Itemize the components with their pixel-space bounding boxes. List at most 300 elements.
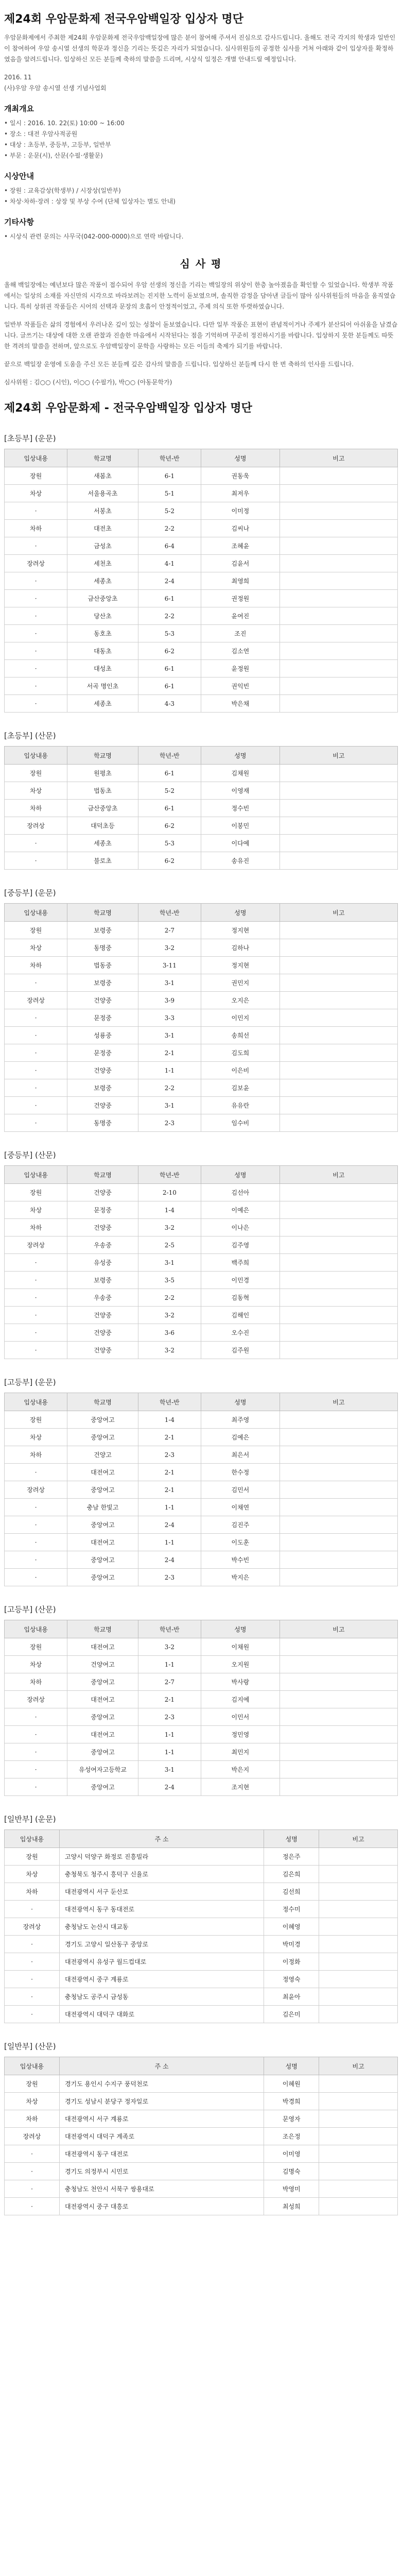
table-cell: 차상: [5, 1201, 67, 1219]
table-cell: [279, 537, 397, 555]
table-row: [5, 1464, 398, 1481]
table-cell: [279, 1236, 397, 1254]
table-cell: 대전초: [67, 520, 138, 537]
table-cell: 3-1: [138, 1097, 201, 1114]
results-table: [4, 1165, 398, 1359]
table-cell: [279, 1079, 397, 1097]
table-cell: 정지현: [201, 957, 279, 974]
table-cell: 대전광역시 서구 계룡로: [59, 2110, 264, 2128]
table-cell: 6-1: [138, 677, 201, 695]
table-cell: [279, 1726, 397, 1743]
table-cell: 장원: [5, 1848, 60, 1866]
table-cell: ·: [5, 1901, 60, 1918]
table-cell: [279, 782, 397, 800]
table-cell: 박수빈: [201, 1551, 279, 1569]
table-cell: 2-4: [138, 1516, 201, 1534]
info-section-heading: 개최개요: [4, 104, 34, 113]
table-cell: 대전광역시 대덕구 계족로: [59, 2128, 264, 2145]
table-cell: 박지은: [201, 1569, 279, 1586]
results-heading: 제24회 우암문화제 - 전국우암백일장 입상자 명단: [4, 402, 252, 415]
table-cell: 김해인: [201, 1307, 279, 1324]
table-row: [5, 957, 398, 974]
table-cell: 박미경: [264, 1936, 319, 1953]
column-header: 성명: [201, 1620, 279, 1638]
info-section-line: • 시상식 관련 문의는 사무국(042-000-0000)으로 연락 바랍니다.: [4, 233, 184, 240]
table-cell: [279, 1097, 397, 1114]
table-cell: 충청남도 논산시 대교동: [59, 1918, 264, 1936]
table-cell: ·: [5, 835, 67, 852]
table-cell: 이나은: [201, 1219, 279, 1236]
column-header: 성명: [201, 1393, 279, 1411]
table-cell: [279, 1429, 397, 1446]
table-cell: 건양여고: [67, 1656, 138, 1673]
table-cell: 중앙여고: [67, 1743, 138, 1761]
table-cell: 차하: [5, 2110, 60, 2128]
table-cell: 중앙여고: [67, 1429, 138, 1446]
table-row: [5, 1866, 398, 1883]
table-cell: 김은미: [264, 2006, 319, 2023]
table-header-row: [5, 1166, 398, 1184]
table-cell: 3-2: [138, 1307, 201, 1324]
column-header: 성명: [201, 904, 279, 922]
table-cell: ·: [5, 1079, 67, 1097]
table-cell: 차하: [5, 1883, 60, 1901]
column-header: 학년-반: [138, 747, 201, 765]
table-cell: [279, 1044, 397, 1062]
table-cell: 차상: [5, 485, 67, 502]
table-cell: 이도훈: [201, 1534, 279, 1551]
table-row: [5, 1936, 398, 1953]
table-cell: 김씨나: [201, 520, 279, 537]
table-cell: 장려상: [5, 555, 67, 572]
table-cell: [319, 2110, 398, 2128]
table-cell: 중앙여고: [67, 1411, 138, 1429]
table-cell: 김보윤: [201, 1079, 279, 1097]
table-cell: 2-7: [138, 1673, 201, 1691]
table-cell: ·: [5, 502, 67, 520]
table-cell: ·: [5, 1953, 60, 1971]
table-cell: 조진: [201, 625, 279, 642]
table-cell: 대전여고: [67, 1726, 138, 1743]
table-header-row: [5, 904, 398, 922]
table-row: [5, 1114, 398, 1132]
table-cell: 2-4: [138, 1778, 201, 1796]
table-cell: 대전광역시 대덕구 대화로: [59, 2006, 264, 2023]
table-cell: 장려상: [5, 1691, 67, 1708]
table-cell: 3-2: [138, 1638, 201, 1656]
table-cell: ·: [5, 852, 67, 870]
column-header: 성명: [264, 2057, 319, 2075]
table-cell: ·: [5, 1307, 67, 1324]
table-cell: 3-1: [138, 974, 201, 992]
table-cell: 충남 한빛고: [67, 1499, 138, 1516]
table-cell: 2-1: [138, 1464, 201, 1481]
table-row: [5, 2075, 398, 2093]
table-row: [5, 1411, 398, 1429]
column-header: 입상내용: [5, 1166, 67, 1184]
table-cell: ·: [5, 607, 67, 625]
review-paragraph: 끝으로 백일장 운영에 도움을 주신 모든 분들께 깊은 감사의 말씀을 드립니다. 입상하신 분들께 다시 한 번 축하의 인사를 드립니다.: [4, 361, 354, 368]
table-cell: 2-1: [138, 1691, 201, 1708]
table-cell: [279, 590, 397, 607]
category-label: [일반부] (산문): [4, 2042, 56, 2051]
table-cell: 3-6: [138, 1324, 201, 1342]
table-cell: ·: [5, 1289, 67, 1307]
table-cell: [279, 1656, 397, 1673]
table-cell: 대전여고: [67, 1691, 138, 1708]
table-row: [5, 1429, 398, 1446]
info-section-line: • 장소 : 대전 우암사적공원: [4, 130, 78, 138]
table-cell: 이다예: [201, 835, 279, 852]
table-cell: 경기도 고양시 일산동구 중앙로: [59, 1936, 264, 1953]
table-cell: [279, 1673, 397, 1691]
table-cell: 김소연: [201, 642, 279, 660]
table-cell: 보령중: [67, 1272, 138, 1289]
table-cell: ·: [5, 2163, 60, 2180]
table-cell: 김명숙: [264, 2163, 319, 2180]
table-cell: [279, 485, 397, 502]
table-cell: ·: [5, 1516, 67, 1534]
table-cell: 세종초: [67, 695, 138, 713]
table-cell: 건양중: [67, 1184, 138, 1201]
table-row: [5, 1988, 398, 2006]
table-cell: [319, 2180, 398, 2198]
table-cell: 건양중: [67, 992, 138, 1009]
table-cell: 동명중: [67, 1114, 138, 1132]
review-heading: 심 사 평: [180, 258, 222, 270]
table-cell: [279, 1009, 397, 1027]
table-cell: 김선희: [264, 1883, 319, 1901]
table-row: [5, 1743, 398, 1761]
table-cell: 경기도 의정부시 시민로: [59, 2163, 264, 2180]
table-cell: 새봄초: [67, 467, 138, 485]
table-cell: 세천초: [67, 555, 138, 572]
table-cell: 중앙여고: [67, 1708, 138, 1726]
table-cell: [279, 939, 397, 957]
table-cell: 1-4: [138, 1411, 201, 1429]
table-row: [5, 1691, 398, 1708]
column-header: 비고: [319, 1830, 398, 1848]
table-cell: 2-1: [138, 1429, 201, 1446]
table-cell: 이민경: [201, 1272, 279, 1289]
table-cell: [279, 502, 397, 520]
column-header: 비고: [279, 747, 397, 765]
table-row: [5, 695, 398, 713]
table-cell: 건양중: [67, 1062, 138, 1079]
table-row: [5, 1254, 398, 1272]
column-header: 입상내용: [5, 904, 67, 922]
table-row: [5, 642, 398, 660]
table-row: [5, 852, 398, 870]
table-row: [5, 1953, 398, 1971]
table-row: [5, 1726, 398, 1743]
table-row: [5, 607, 398, 625]
info-section-line: • 장원 : 교육감상(학생부) / 시장상(일반부): [4, 187, 121, 194]
table-row: [5, 1272, 398, 1289]
review-paragraph: 일반부 작품들은 삶의 경험에서 우러나온 깊이 있는 성찰이 돋보였습니다. 다만 일부 작품은 표현이 관념적이거나 주제가 분산되어 아쉬움을 남겼습니다. 글쓰기는 대상에 대한 오랜 관찰과 진솔한 마음에서 시작된다는 점을 기억하며 꾸준히 정진하시기를 바랍니다. 입상하지 못한 분들께도 따뜻한 격려의 말씀을 전하며, 앞으로도 우암백일장이 문학을 사랑하는 모든 이들의 축제가 되기를 바랍니다.: [4, 321, 398, 350]
table-cell: 1-1: [138, 1726, 201, 1743]
category-label: [고등부] (운문): [4, 1378, 56, 1387]
table-cell: 3-3: [138, 1009, 201, 1027]
table-cell: 김주영: [201, 1236, 279, 1254]
table-row: [5, 625, 398, 642]
table-cell: 2-1: [138, 1044, 201, 1062]
table-cell: [319, 1936, 398, 1953]
table-cell: [279, 1219, 397, 1236]
table-cell: 대동초: [67, 642, 138, 660]
table-cell: 차하: [5, 1219, 67, 1236]
table-cell: 경기도 용인시 수지구 풍덕천로: [59, 2075, 264, 2093]
table-row: [5, 1499, 398, 1516]
table-header-row: [5, 1620, 398, 1638]
column-header: 성명: [201, 747, 279, 765]
table-row: [5, 2110, 398, 2128]
table-cell: 차상: [5, 782, 67, 800]
table-cell: 보령중: [67, 974, 138, 992]
table-cell: 법동초: [67, 782, 138, 800]
table-cell: [279, 1324, 397, 1342]
table-cell: 장원: [5, 2075, 60, 2093]
table-cell: ·: [5, 642, 67, 660]
table-cell: [279, 642, 397, 660]
table-cell: ·: [5, 1534, 67, 1551]
table-cell: [319, 2163, 398, 2180]
table-cell: [319, 2128, 398, 2145]
table-cell: [319, 2093, 398, 2110]
table-cell: 이민지: [201, 1009, 279, 1027]
info-section-line: • 차상·차하·장려 : 상장 및 부상 수여 (단체 입상자는 별도 안내): [4, 198, 176, 205]
table-row: [5, 1027, 398, 1044]
table-cell: 김지예: [201, 1691, 279, 1708]
table-cell: ·: [5, 1464, 67, 1481]
table-cell: 1-1: [138, 1743, 201, 1761]
table-row: [5, 1708, 398, 1726]
table-row: [5, 1289, 398, 1307]
category-label: [일반부] (운문): [4, 1815, 56, 1824]
table-cell: [319, 1953, 398, 1971]
table-row: [5, 992, 398, 1009]
table-cell: 한수정: [201, 1464, 279, 1481]
table-cell: 2-2: [138, 607, 201, 625]
table-row: [5, 677, 398, 695]
table-cell: 3-2: [138, 939, 201, 957]
table-cell: 권익빈: [201, 677, 279, 695]
table-cell: [319, 1883, 398, 1901]
table-cell: 보령중: [67, 922, 138, 939]
table-cell: 충청남도 공주시 금성동: [59, 1988, 264, 2006]
table-row: [5, 1918, 398, 1936]
table-cell: 조은정: [264, 2128, 319, 2145]
table-cell: 대전광역시 중구 계룡로: [59, 1971, 264, 1988]
table-cell: 최주영: [201, 1411, 279, 1429]
table-row: [5, 835, 398, 852]
table-cell: [319, 1901, 398, 1918]
table-row: [5, 1342, 398, 1359]
table-row: [5, 1656, 398, 1673]
table-cell: 김진주: [201, 1516, 279, 1534]
table-cell: [279, 1201, 397, 1219]
table-row: [5, 1219, 398, 1236]
table-cell: 문정중: [67, 1009, 138, 1027]
table-cell: 차상: [5, 939, 67, 957]
table-cell: 최성희: [264, 2198, 319, 2215]
table-cell: 대전여고: [67, 1638, 138, 1656]
table-cell: [279, 1534, 397, 1551]
table-cell: 5-2: [138, 502, 201, 520]
table-row: [5, 1324, 398, 1342]
table-cell: 2-4: [138, 1551, 201, 1569]
info-section-heading: 시상안내: [4, 172, 34, 181]
table-cell: 차하: [5, 520, 67, 537]
column-header: 학교명: [67, 1166, 138, 1184]
category-label: [고등부] (산문): [4, 1605, 56, 1614]
table-cell: 서울용곡초: [67, 485, 138, 502]
table-row: [5, 1044, 398, 1062]
table-cell: [319, 1988, 398, 2006]
results-table: [4, 449, 398, 713]
table-cell: 장려상: [5, 2128, 60, 2145]
table-cell: [279, 677, 397, 695]
table-cell: 대전광역시 중구 대흥로: [59, 2198, 264, 2215]
table-row: [5, 2006, 398, 2023]
table-cell: 대덕초등: [67, 817, 138, 835]
table-cell: 대전광역시 동구 동대전로: [59, 1901, 264, 1918]
table-cell: [279, 1114, 397, 1132]
table-row: [5, 2128, 398, 2145]
table-cell: [279, 1289, 397, 1307]
table-cell: 최민지: [201, 1743, 279, 1761]
table-cell: 대전광역시 유성구 월드컵대로: [59, 1953, 264, 1971]
column-header: 비고: [279, 904, 397, 922]
table-cell: 6-1: [138, 467, 201, 485]
column-header: 비고: [279, 1620, 397, 1638]
table-cell: ·: [5, 1044, 67, 1062]
table-cell: 건양중: [67, 1097, 138, 1114]
table-cell: 차하: [5, 957, 67, 974]
table-cell: 이은비: [201, 1062, 279, 1079]
table-row: [5, 1481, 398, 1499]
info-section-line: • 대상 : 초등부, 중등부, 고등부, 일반부: [4, 141, 111, 148]
table-cell: 김윤서: [201, 555, 279, 572]
table-cell: ·: [5, 1551, 67, 1569]
table-cell: 최은서: [201, 1446, 279, 1464]
column-header: 입상내용: [5, 2057, 60, 2075]
table-cell: 3-1: [138, 1761, 201, 1778]
table-cell: 윤여진: [201, 607, 279, 625]
table-cell: ·: [5, 2006, 60, 2023]
table-cell: ·: [5, 1743, 67, 1761]
table-row: [5, 660, 398, 677]
table-row: [5, 502, 398, 520]
table-cell: 권동욱: [201, 467, 279, 485]
column-header: 비고: [279, 449, 397, 467]
table-cell: [279, 1307, 397, 1324]
column-header: 학년-반: [138, 1166, 201, 1184]
table-cell: [279, 1569, 397, 1586]
results-table: [4, 1829, 398, 2023]
table-cell: 차상: [5, 1866, 60, 1883]
table-cell: [279, 1516, 397, 1534]
table-cell: 6-1: [138, 800, 201, 817]
column-header: 입상내용: [5, 449, 67, 467]
table-header-row: [5, 449, 398, 467]
table-row: [5, 2163, 398, 2180]
table-row: [5, 467, 398, 485]
table-cell: 조혜윤: [201, 537, 279, 555]
table-cell: ·: [5, 1708, 67, 1726]
table-cell: ·: [5, 660, 67, 677]
table-cell: ·: [5, 2145, 60, 2163]
table-cell: 5-2: [138, 782, 201, 800]
table-cell: 불로초: [67, 852, 138, 870]
column-header: 비고: [319, 2057, 398, 2075]
table-row: [5, 1516, 398, 1534]
table-cell: ·: [5, 1272, 67, 1289]
column-header: 학년-반: [138, 904, 201, 922]
table-cell: 이정화: [264, 1953, 319, 1971]
table-row: [5, 2198, 398, 2215]
table-cell: 이민서: [201, 1708, 279, 1726]
info-section-line: • 부문 : 운문(시), 산문(수필·생활문): [4, 152, 103, 159]
table-row: [5, 1551, 398, 1569]
table-cell: 임수비: [201, 1114, 279, 1132]
table-cell: [279, 1342, 397, 1359]
table-row: [5, 1901, 398, 1918]
table-cell: 대전여고: [67, 1534, 138, 1551]
column-header: 비고: [279, 1166, 397, 1184]
table-row: [5, 765, 398, 782]
table-cell: [279, 974, 397, 992]
table-cell: 고양시 덕양구 화정로 진흥빌라: [59, 1848, 264, 1866]
table-cell: 4-1: [138, 555, 201, 572]
table-cell: 장려상: [5, 817, 67, 835]
table-cell: [279, 467, 397, 485]
table-row: [5, 572, 398, 590]
table-cell: ·: [5, 695, 67, 713]
table-cell: 금산중앙초: [67, 590, 138, 607]
table-cell: [279, 1708, 397, 1726]
table-row: [5, 1534, 398, 1551]
table-cell: [279, 695, 397, 713]
table-cell: [279, 1481, 397, 1499]
table-cell: ·: [5, 1342, 67, 1359]
table-cell: 장원: [5, 765, 67, 782]
table-cell: ·: [5, 1499, 67, 1516]
table-cell: 6-1: [138, 590, 201, 607]
table-cell: 충청남도 천안시 서북구 쌍용대로: [59, 2180, 264, 2198]
table-cell: 중앙여고: [67, 1778, 138, 1796]
table-cell: [279, 660, 397, 677]
page: [4, 0, 398, 2246]
table-cell: 3-9: [138, 992, 201, 1009]
table-cell: 정지현: [201, 922, 279, 939]
table-header-row: [5, 2057, 398, 2075]
table-cell: 김예은: [201, 1429, 279, 1446]
column-header: 학년-반: [138, 1620, 201, 1638]
intro-paragraph: 우암문화제에서 주최한 제24회 우암문화제 전국우암백일장에 많은 분이 참여해 주셔서 진심으로 감사드립니다. 올해도 전국 각지의 학생과 일반인이 참여하여 우암 송시열 선생의 학문과 정신을 기리는 뜻깊은 자리가 되었습니다. 심사위원들의 공정한 심사를 거쳐 아래와 같이 입상자를 확정하였음을 알려드립니다. 입상하신 모든 분들께 축하의 말씀을 드리며, 시상식 일정은 개별 안내드릴 예정입니다.: [4, 34, 396, 63]
table-row: [5, 520, 398, 537]
table-cell: ·: [5, 537, 67, 555]
table-cell: 건양중: [67, 1219, 138, 1236]
table-cell: 차상: [5, 2093, 60, 2110]
table-cell: [319, 1866, 398, 1883]
review-paragraph: 올해 백일장에는 예년보다 많은 작품이 접수되어 우암 선생의 정신을 기리는 백일장의 위상이 한층 높아졌음을 확인할 수 있었습니다. 학생부 작품에서는 일상의 소재를 자신만의 시각으로 바라보려는 진지한 노력이 돋보였으며, 솔직한 감정을 담아낸 글들이 많아 심사위원들의 마음을 움직였습니다. 특히 상위권 작품들은 시어의 선택과 문장의 호흡이 안정적이었고, 주제 의식 또한 뚜렷하였습니다.: [4, 281, 396, 310]
category-label: [초등부] (운문): [4, 434, 56, 443]
table-row: [5, 2093, 398, 2110]
table-cell: ·: [5, 974, 67, 992]
table-cell: 2-2: [138, 1079, 201, 1097]
table-cell: ·: [5, 677, 67, 695]
